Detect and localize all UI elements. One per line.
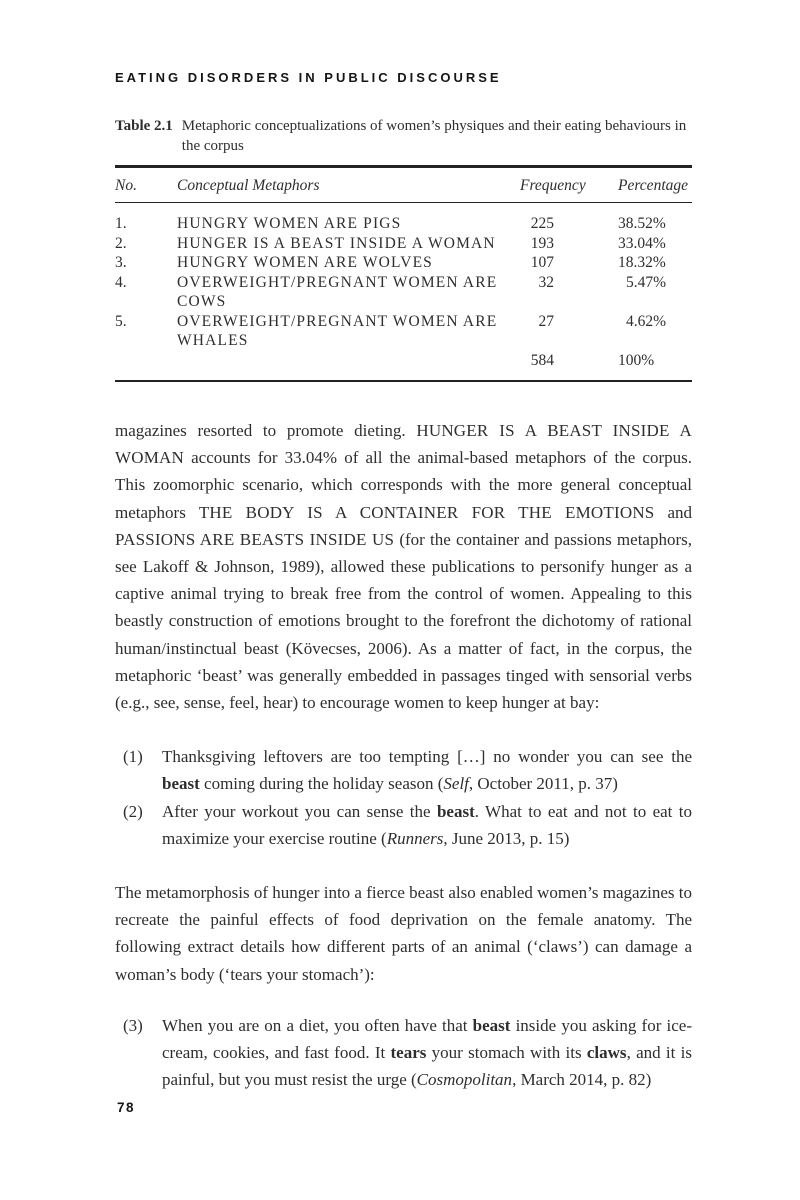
cell-frequency: 27 — [538, 312, 554, 330]
example-number: (1) — [123, 747, 143, 767]
text-run: The metamorphosis of hunger into a fierce beast also enabled women’s magazines to recreate the painful effects of food deprivation on the female anatomy. The following extract details how different parts of an animal (‘claws’) can damage a woman’s body (‘tears your stomach’): — [115, 883, 692, 984]
cell-frequency-total: 584 — [530, 351, 554, 369]
cell-no: 3. — [115, 254, 127, 271]
magazine-title: Self — [443, 774, 469, 794]
cell-percentage-total: 100% — [618, 351, 655, 369]
example-item-1 — [115, 743, 692, 797]
table-caption-label: Table 2.1 — [115, 118, 173, 134]
table-row — [115, 273, 692, 312]
text-run: (for the container and passions metaphors, see Lakoff & Johnson, 1989), allowed these publications to personify hunger as a captive animal trying to break free from the control of women. Appealing to this beastly construction of emotions brought to the forefront the dichotomy of rational human/instinctual beast (Kövecses, 2006). As a matter of fact, in the corpus, the metaphoric ‘beast’ was generally embedded in passages tinged with sensorial verbs (e.g., see, sense, feel, hear) to encourage women to keep hunger at bay: — [115, 529, 692, 713]
cell-no: 4. — [115, 273, 127, 291]
table-caption-text: Metaphoric conceptualizations of women’s physiques and their eating behaviours in the corpus — [181, 118, 687, 154]
text-run: magazines resorted to promote dieting. — [115, 421, 417, 440]
examples-block — [115, 743, 692, 852]
magazine-title: Runners — [386, 828, 444, 848]
cell-metaphor: HUNGER IS A BEAST INSIDE A WOMAN — [177, 234, 496, 252]
cell-metaphor: OVERWEIGHT/PREGNANT WOMEN ARE WHALES — [177, 312, 498, 349]
table-row — [115, 234, 692, 254]
cell-frequency: 225 — [530, 215, 554, 232]
bold-run: claws — [586, 1043, 627, 1063]
example-number: (2) — [123, 801, 143, 821]
text-run: . What to eat and not to eat to maximize your exercise routine ( — [162, 801, 692, 848]
metaphor-caps-run: PASSIONS ARE BEASTS INSIDE US — [115, 529, 395, 549]
cell-frequency: 32 — [538, 273, 554, 291]
text-run: When you are on a diet, you often have that — [162, 1015, 473, 1035]
body-paragraph-2 — [115, 879, 692, 988]
example-text — [162, 743, 692, 797]
example-item-3 — [115, 1012, 692, 1094]
table-caption — [115, 116, 692, 156]
text-run: Thanksgiving leftovers are too tempting […] no wonder you can see the — [162, 747, 692, 767]
example-number: (3) — [123, 1015, 143, 1035]
cell-metaphor: OVERWEIGHT/PREGNANT WOMEN ARE COWS — [177, 273, 498, 310]
bold-run: beast — [162, 774, 200, 794]
example-text — [162, 798, 692, 852]
magazine-title: Cosmopolitan — [416, 1070, 513, 1090]
text-run: coming during the holiday season ( — [199, 774, 444, 794]
text-run: , June 2013, p. 15) — [443, 828, 570, 848]
cell-frequency: 193 — [530, 234, 554, 252]
text-run: and — [654, 502, 693, 522]
table-row — [115, 253, 692, 273]
example-text — [162, 1012, 692, 1094]
metaphor-table — [115, 165, 692, 382]
table-header-row — [115, 167, 692, 203]
col-header-no: No. — [115, 167, 177, 203]
examples-block — [115, 1012, 692, 1094]
col-header-metaphor: Conceptual Metaphors — [177, 167, 520, 203]
example-item-2 — [115, 798, 692, 852]
text-run: your stomach with its — [426, 1043, 587, 1063]
text-run: After your workout you can sense the — [162, 801, 437, 821]
cell-percentage: 18.32% — [618, 254, 666, 271]
cell-metaphor — [177, 351, 520, 382]
cell-metaphor: HUNGRY WOMEN ARE WOLVES — [177, 254, 433, 271]
text-run: , October 2011, p. 37) — [468, 774, 618, 794]
running-head: EATING DISORDERS IN PUBLIC DISCOURSE — [115, 70, 502, 85]
page-number: 78 — [117, 1100, 136, 1115]
cell-percentage: 38.52% — [618, 215, 666, 232]
table-row — [115, 203, 692, 234]
col-header-frequency: Frequency — [520, 167, 590, 203]
text-run: , March 2014, p. 82) — [512, 1070, 652, 1090]
cell-no — [115, 351, 177, 382]
body-paragraph-1 — [115, 417, 692, 716]
bold-run: tears — [390, 1043, 427, 1063]
cell-no: 2. — [115, 234, 127, 252]
col-header-percentage: Percentage — [590, 167, 692, 203]
metaphor-caps-run: THE BODY IS A CONTAINER FOR THE EMOTIONS — [198, 502, 655, 522]
cell-frequency: 107 — [530, 254, 554, 271]
table-row — [115, 312, 692, 351]
bold-run: beast — [436, 801, 475, 821]
cell-metaphor: HUNGRY WOMEN ARE PIGS — [177, 215, 402, 232]
bold-run: beast — [472, 1015, 511, 1035]
table-total-row — [115, 351, 692, 382]
text-run: , and it is painful, but you must resist the urge ( — [162, 1043, 692, 1090]
cell-no: 1. — [115, 215, 127, 232]
text-run: inside you asking for ice-cream, cookies, and fast food. It — [162, 1015, 692, 1063]
cell-percentage: 4.62% — [626, 312, 667, 330]
text-run: accounts for 33.04% of all the animal-based metaphors of the corpus. This zoomorphic scenario, which corresponds with the more general conceptual metaphors — [115, 448, 692, 522]
cell-no: 5. — [115, 312, 127, 330]
cell-percentage: 33.04% — [618, 234, 666, 252]
metaphor-caps-run: HUNGER IS A BEAST INSIDE A WOMAN — [115, 421, 692, 468]
cell-percentage: 5.47% — [626, 273, 667, 291]
